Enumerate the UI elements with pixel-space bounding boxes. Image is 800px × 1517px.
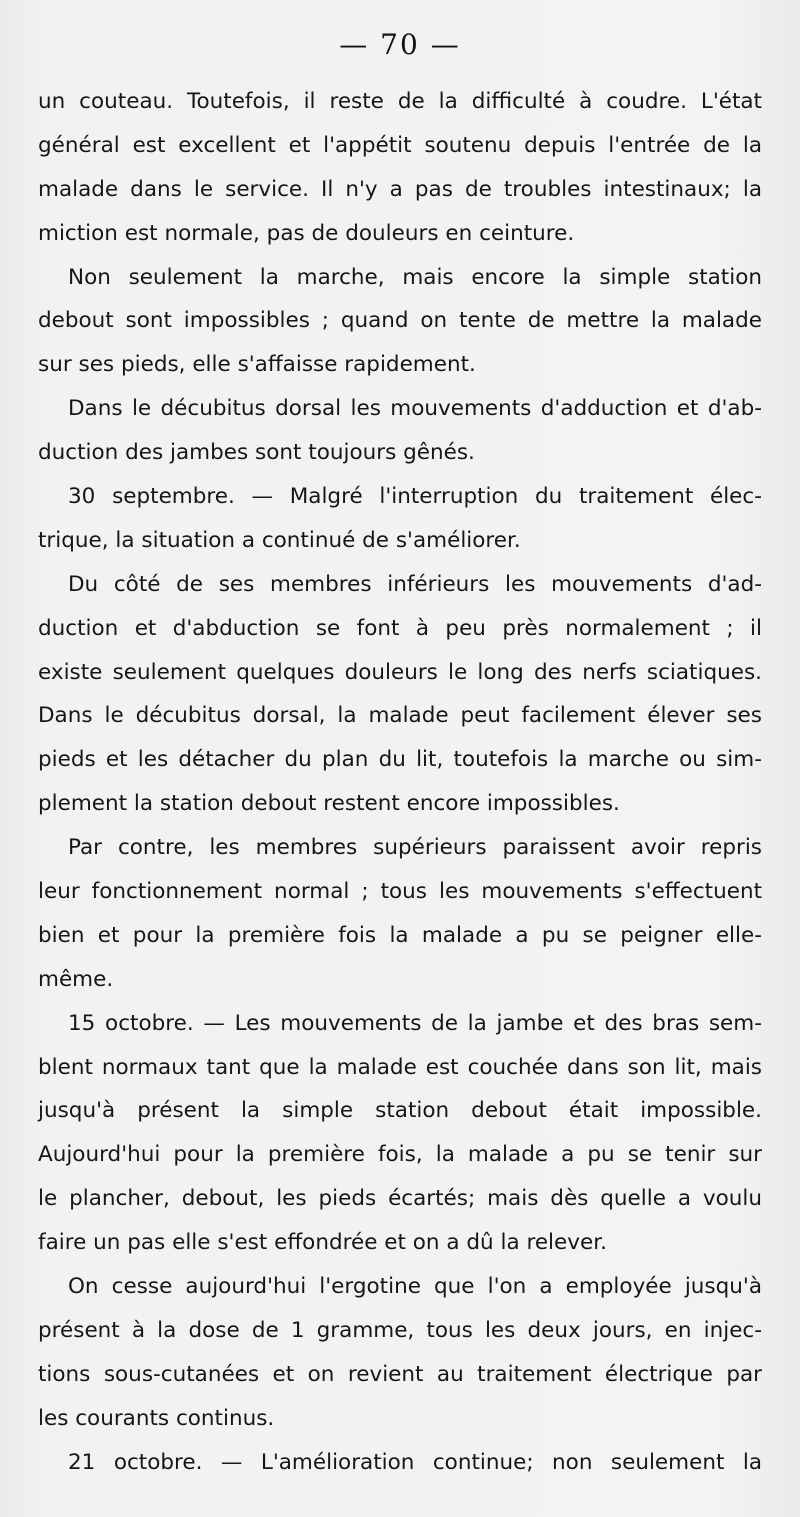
text-line: jusqu'à présent la simple station debout était impossible.: [38, 1098, 762, 1124]
text-line: Du côté de ses membres inférieurs les mouvements d'ad-: [68, 571, 762, 597]
text-line: les courants continus.: [38, 1405, 275, 1431]
page-number: — 70 —: [339, 28, 461, 61]
text-line: duction des jambes sont toujours gênés.: [38, 440, 475, 466]
text-line: On cesse aujourd'hui l'ergotine que l'on a employée jusqu'à: [68, 1274, 762, 1300]
text-line: Dans le décubitus dorsal, la malade peut facilement élever ses: [38, 703, 762, 729]
text-line: 15 octobre. — Les mouvements de la jambe et des bras sem-: [68, 1010, 762, 1036]
text-line: plement la station debout restent encore impossibles.: [38, 791, 620, 817]
text-line: le plancher, debout, les pieds écartés; mais dès quelle a voulu: [38, 1186, 762, 1212]
text-line: pieds et les détacher du plan du lit, toutefois la marche ou sim-: [38, 747, 762, 773]
text-line: Aujourd'hui pour la première fois, la malade a pu se tenir sur: [38, 1142, 762, 1168]
text-line: faire un pas elle s'est effondrée et on a dû la relever.: [38, 1230, 607, 1256]
text-line: debout sont impossibles ; quand on tente de mettre la malade: [38, 308, 762, 334]
text-line: malade dans le service. Il n'y a pas de troubles intestinaux; la: [38, 176, 762, 202]
text-line: un couteau. Toutefois, il reste de la difficulté à coudre. L'état: [38, 89, 762, 114]
text-line: Non seulement la marche, mais encore la simple station: [68, 264, 762, 290]
text-line: tions sous-cutanées et on revient au traitement électrique par: [38, 1361, 762, 1387]
text-line: 21 octobre. — L'amélioration continue; non seulement la: [68, 1449, 762, 1475]
text-line: miction est normale, pas de douleurs en ceinture.: [38, 220, 575, 246]
text-line: blent normaux tant que la malade est couchée dans son lit, mais: [38, 1054, 762, 1080]
text-line: 30 septembre. — Malgré l'interruption du traitement élec-: [68, 484, 762, 510]
text-line: trique, la situation a continué de s'améliorer.: [38, 527, 521, 553]
text-line: même.: [38, 966, 114, 992]
text-line: général est excellent et l'appétit soutenu depuis l'entrée de la: [38, 132, 762, 158]
text-line: duction et d'abduction se font à peu près normalement ; il: [38, 615, 762, 641]
text-line: leur fonctionnement normal ; tous les mouvements s'effectuent: [38, 879, 762, 905]
text-line: existe seulement quelques douleurs le long des nerfs sciatiques.: [38, 659, 762, 685]
text-line: Dans le décubitus dorsal les mouvements d'adduction et d'ab-: [68, 396, 762, 422]
text-line: Par contre, les membres supérieurs paraissent avoir repris: [68, 835, 762, 861]
text-line: présent à la dose de 1 gramme, tous les deux jours, en injec-: [38, 1317, 762, 1343]
page-text: [38, 80, 762, 1485]
text-line: sur ses pieds, elle s'affaisse rapidement.: [38, 352, 476, 378]
text-line: bien et pour la première fois la malade a pu se peigner elle-: [38, 922, 762, 948]
